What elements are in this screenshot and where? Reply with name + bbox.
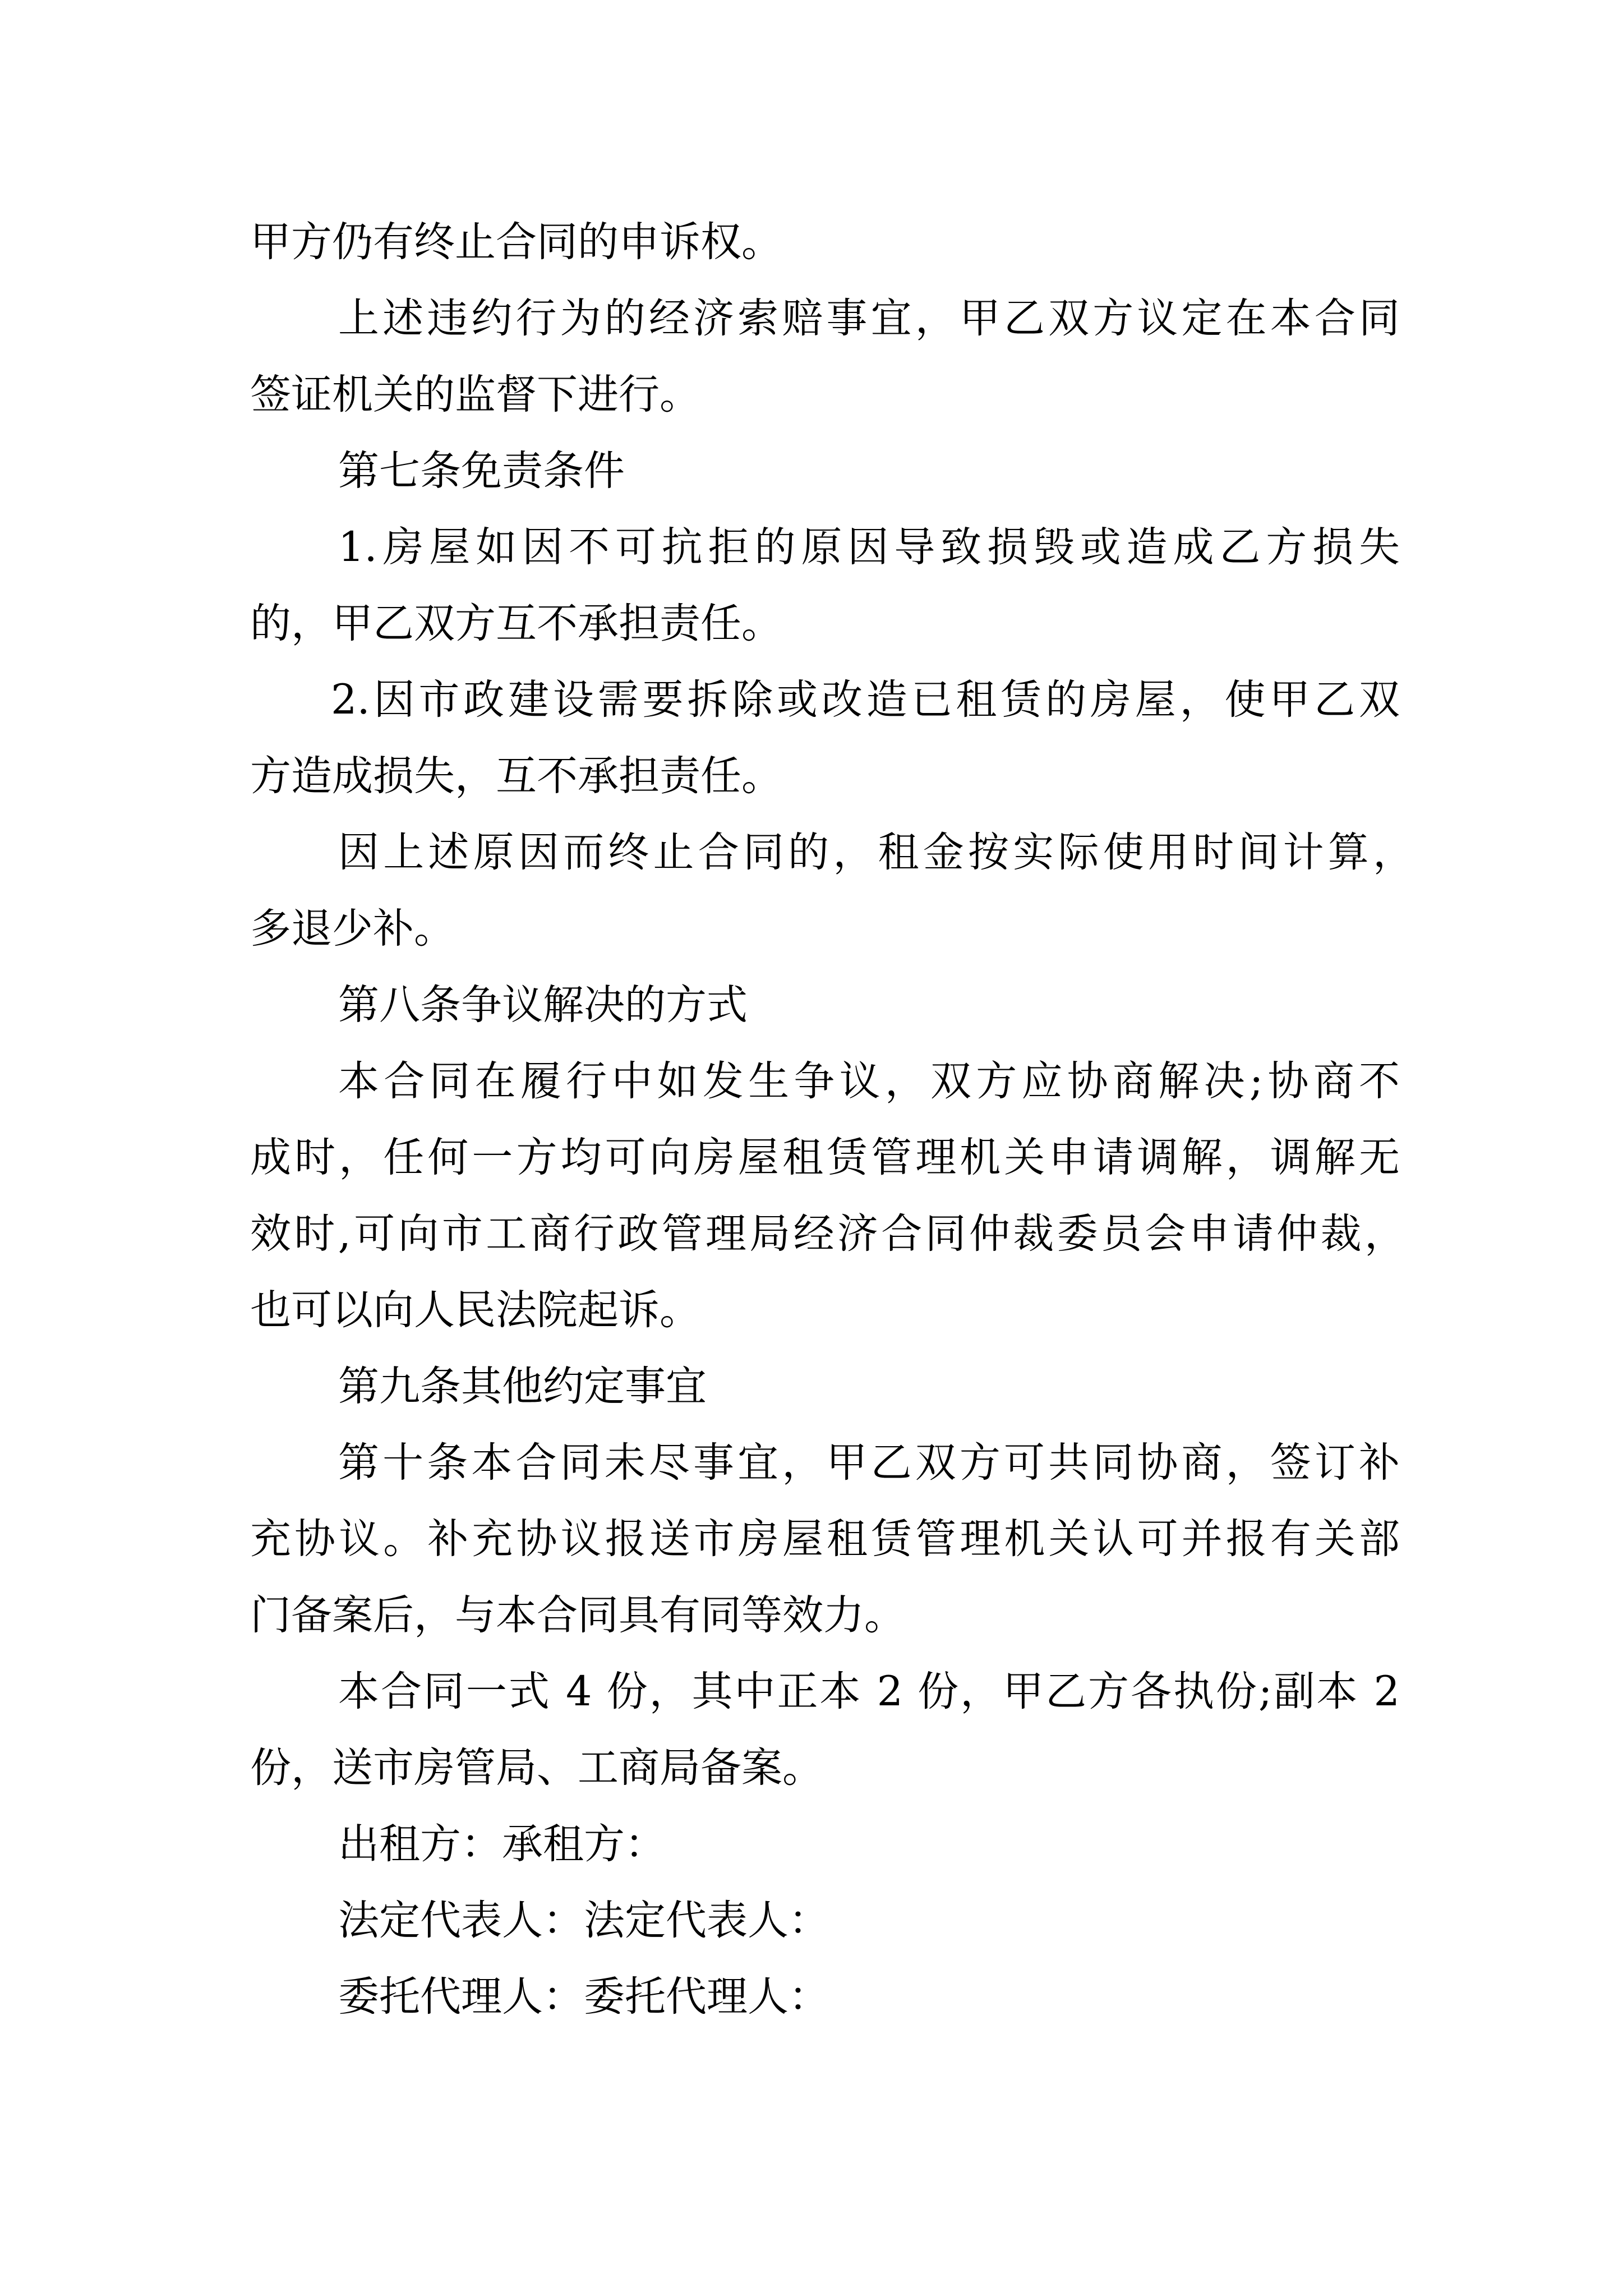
paragraph-line: 2.因市政建设需要拆除或改造已租赁的房屋，使甲乙双 bbox=[331, 676, 1400, 724]
section-heading: 第七条免责条件 bbox=[338, 447, 625, 495]
paragraph-line: 门备案后，与本合同具有同等效力。 bbox=[250, 1591, 905, 1639]
paragraph-line: 上述违约行为的经济索赔事宜，甲乙双方议定在本合同 bbox=[338, 295, 1400, 342]
paragraph-line: 第十条本合同未尽事宜，甲乙双方可共同协商，签订补 bbox=[338, 1439, 1400, 1487]
paragraph-line: 的，甲乙双方互不承担责任。 bbox=[250, 600, 782, 647]
paragraph-line: 本合同在履行中如发生争议，双方应协商解决;协商不 bbox=[338, 1057, 1400, 1105]
paragraph-line: 方造成损失，互不承担责任。 bbox=[250, 752, 782, 800]
paragraph-line: 也可以向人民法院起诉。 bbox=[250, 1286, 700, 1334]
paragraph-line: 签证机关的监督下进行。 bbox=[250, 371, 700, 418]
paragraph-line: 份，送市房管局、工商局备案。 bbox=[250, 1744, 823, 1792]
section-heading: 第八条争议解决的方式 bbox=[338, 981, 748, 1029]
paragraph-line: 充协议。补充协议报送市房屋租赁管理机关认可并报有关部 bbox=[250, 1515, 1400, 1563]
paragraph-line: 1.房屋如因不可抗拒的原因导致损毁或造成乙方损失 bbox=[338, 523, 1400, 571]
section-heading: 第九条其他约定事宜 bbox=[338, 1363, 707, 1410]
signature-line-lessor-lessee: 出租方：承租方： bbox=[338, 1820, 666, 1868]
paragraph-line: 效时,可向市工商行政管理局经济合同仲裁委员会申请仲裁， bbox=[250, 1210, 1405, 1258]
paragraph-line: 多退少补。 bbox=[250, 905, 455, 953]
signature-line-agent: 委托代理人：委托代理人： bbox=[338, 1973, 829, 2021]
paragraph-line: 因上述原因而终止合同的，租金按实际使用时间计算， bbox=[338, 829, 1414, 876]
paragraph-line: 本合同一式 4 份，其中正本 2 份，甲乙方各执份;副本 2 bbox=[338, 1668, 1400, 1715]
signature-line-legal-representative: 法定代表人：法定代表人： bbox=[338, 1897, 829, 1944]
paragraph-line: 成时，任何一方均可向房屋租赁管理机关申请调解，调解无 bbox=[250, 1134, 1400, 1181]
paragraph-line: 甲方仍有终止合同的申诉权。 bbox=[250, 218, 782, 266]
